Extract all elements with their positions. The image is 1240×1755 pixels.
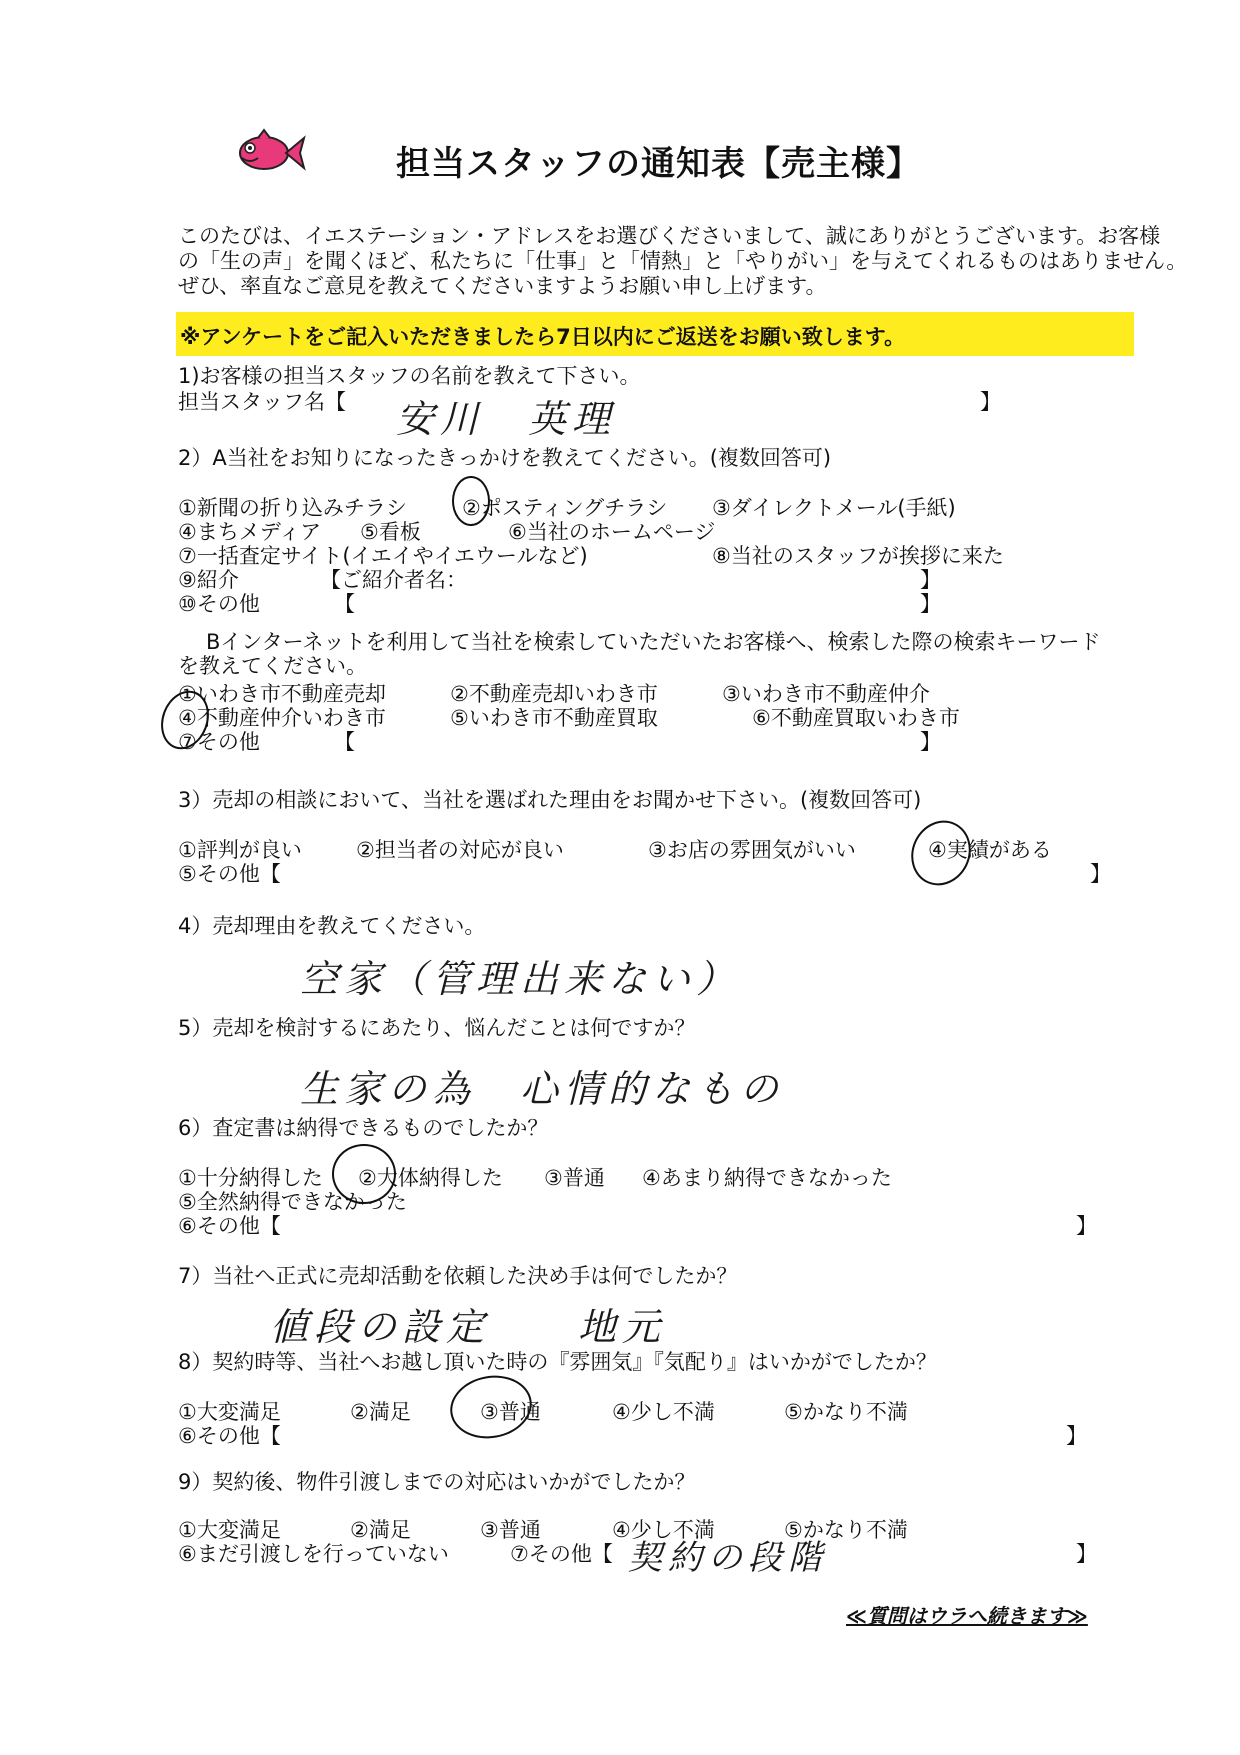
q1-close: 】 xyxy=(980,390,1001,414)
q8-other-label[interactable]: ⑥その他【 xyxy=(178,1424,281,1448)
q2b-other-open: 【 xyxy=(334,730,355,754)
q5-question: 5）売却を検討するにあたり、悩んだことは何ですか？ xyxy=(178,1016,696,1040)
notice-banner xyxy=(176,312,1134,356)
intro-line-3: ぜひ、率直なご意見を教えてくださいますようお願い申し上げます。 xyxy=(178,274,827,298)
q8-option-4[interactable]: ④少し不満 xyxy=(612,1400,715,1424)
q2-option-2-circle xyxy=(452,476,490,526)
q2b-question-1: Bインターネットを利用して当社を検索していただいたお客様へ、検索した際の検索キーワード xyxy=(206,630,1101,654)
q6-other-close: 】 xyxy=(1076,1214,1097,1238)
q6-option-3[interactable]: ③普通 xyxy=(544,1166,605,1190)
q9-option-4[interactable]: ④少し不満 xyxy=(612,1518,715,1542)
q9-question: 9）契約後、物件引渡しまでの対応はいかがでしたか？ xyxy=(178,1470,696,1494)
q8-other-close: 】 xyxy=(1066,1424,1087,1448)
q2b-option-6[interactable]: ⑥不動産買取いわき市 xyxy=(752,706,960,730)
q8-option-3[interactable]: ③普通 xyxy=(480,1400,541,1424)
q2-option-6[interactable]: ⑥当社のホームページ xyxy=(508,520,716,544)
q9-other-label[interactable]: ⑦その他【 xyxy=(510,1542,613,1566)
q6-option-5[interactable]: ⑤全然納得できなかった xyxy=(178,1190,407,1214)
q2b-option-5[interactable]: ⑤いわき市不動産買取 xyxy=(450,706,658,730)
q6-question: 6）査定書は納得できるものでしたか？ xyxy=(178,1116,549,1140)
q3-option-1[interactable]: ①評判が良い xyxy=(178,838,302,862)
q2-option-3[interactable]: ③ダイレクトメール(手紙) xyxy=(712,496,956,520)
q8-option-2[interactable]: ②満足 xyxy=(350,1400,411,1424)
q2b-other-close: 】 xyxy=(920,730,941,754)
q1-label: 担当スタッフ名【 xyxy=(178,390,346,414)
q6-option-2[interactable]: ②大体納得した xyxy=(358,1166,503,1190)
q9-option-3[interactable]: ③普通 xyxy=(480,1518,541,1542)
notice-text: ※アンケートをご記入いただきましたら7日以内にご返送をお願い致します。 xyxy=(180,325,906,349)
q2b-option-7[interactable]: ⑦その他 xyxy=(178,730,260,754)
q1-answer[interactable]: 安川 英理 xyxy=(396,397,617,441)
intro-line-1: このたびは、イエステーション・アドレスをお選びくださいまして、誠にありがとうございます。お客様 xyxy=(178,224,1161,248)
q2-referrer-label: 【ご紹介者名： xyxy=(320,568,467,592)
q6-other-label[interactable]: ⑥その他【 xyxy=(178,1214,281,1238)
q2b-option-4[interactable]: ④不動産仲介いわき市 xyxy=(178,706,386,730)
q2-option-5[interactable]: ⑤看板 xyxy=(360,520,421,544)
q2-option-10[interactable]: ⑩その他 xyxy=(178,592,260,616)
q8-option-3-circle xyxy=(445,1369,537,1444)
q2-option-1[interactable]: ①新聞の折り込みチラシ xyxy=(178,496,407,520)
q8-question: 8）契約時等、当社へお越し頂いた時の『雰囲気』『気配り』はいかがでしたか？ xyxy=(178,1350,937,1374)
q3-option-3[interactable]: ③お店の雰囲気がいい xyxy=(648,838,856,862)
q6-option-4[interactable]: ④あまり納得できなかった xyxy=(642,1166,892,1190)
q9-option-5[interactable]: ⑤かなり不満 xyxy=(784,1518,908,1542)
q8-option-1[interactable]: ①大変満足 xyxy=(178,1400,281,1424)
intro-line-2: の「生の声」を聞くほど、私たちに「仕事」と「情熱」と「やりがい」を与えてくれるものはありません。 xyxy=(178,249,1188,273)
q2-option-9[interactable]: ⑨紹介 xyxy=(178,568,239,592)
fish-logo-icon xyxy=(228,126,308,178)
q2b-option-2[interactable]: ②不動産売却いわき市 xyxy=(450,682,658,706)
q3-option-2[interactable]: ②担当者の対応が良い xyxy=(356,838,564,862)
q2b-question-2: を教えてください。 xyxy=(178,654,367,678)
q2-option-4[interactable]: ④まちメディア xyxy=(178,520,322,544)
q7-answer[interactable]: 値段の設定 地元 xyxy=(270,1305,667,1349)
q2b-option-1[interactable]: ①いわき市不動産売却 xyxy=(178,682,386,706)
q1-question: 1)お客様の担当スタッフの名前を教えて下さい。 xyxy=(178,364,641,388)
q2-other-open: 【 xyxy=(334,592,355,616)
q2b-option-3[interactable]: ③いわき市不動産仲介 xyxy=(722,682,930,706)
q5-answer[interactable]: 生家の為 心情的なもの xyxy=(300,1067,785,1111)
q7-question: 7）当社へ正式に売却活動を依頼した決め手は何でしたか？ xyxy=(178,1264,738,1288)
q9-option-2[interactable]: ②満足 xyxy=(350,1518,411,1542)
q2-option-2[interactable]: ②ポスティングチラシ xyxy=(462,496,668,520)
page-title: 担当スタッフの通知表【売主様】 xyxy=(396,144,921,184)
q3-question: 3）売却の相談において、当社を選ばれた理由をお聞かせ下さい。(複数回答可) xyxy=(178,788,922,812)
q3-other-label[interactable]: ⑤その他【 xyxy=(178,862,281,886)
q2-referrer-close: 】 xyxy=(920,568,941,592)
q2-option-7[interactable]: ⑦一括査定サイト(イエイやイエウールなど) xyxy=(178,544,588,568)
q9-other-close: 】 xyxy=(1076,1542,1097,1566)
q9-answer[interactable]: 契約の段階 xyxy=(628,1538,828,1578)
q3-option-4-circle xyxy=(901,811,981,895)
q2-other-close: 】 xyxy=(920,592,941,616)
q6-option-1[interactable]: ①十分納得した xyxy=(178,1166,323,1190)
q9-option-6[interactable]: ⑥まだ引渡しを行っていない xyxy=(178,1542,449,1566)
q3-other-close: 】 xyxy=(1090,862,1111,886)
q2-option-8[interactable]: ⑧当社のスタッフが挨拶に来た xyxy=(712,544,1004,568)
q4-answer[interactable]: 空家（管理出来ない） xyxy=(300,957,741,1001)
continue-footer: ≪質問はウラへ続きます≫ xyxy=(846,1604,1088,1628)
q4-question: 4）売却理由を教えてください。 xyxy=(178,914,486,938)
q9-option-1[interactable]: ①大変満足 xyxy=(178,1518,281,1542)
q2-question: 2）A当社をお知りになったきっかけを教えてください。(複数回答可) xyxy=(178,446,832,470)
q8-option-5[interactable]: ⑤かなり不満 xyxy=(784,1400,908,1424)
q3-option-4[interactable]: ④実績がある xyxy=(928,838,1052,862)
